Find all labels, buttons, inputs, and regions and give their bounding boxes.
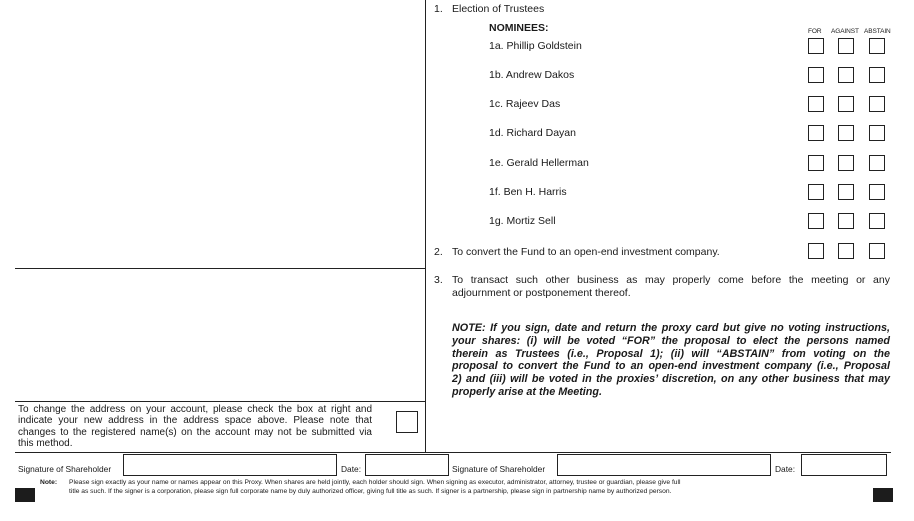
vote-against-checkbox[interactable] — [838, 125, 854, 141]
vote-for-checkbox[interactable] — [808, 155, 824, 171]
voting-note-line: 2) and (iii) will be voted in the proxies’ discretion, on any other business that may — [452, 373, 890, 386]
registration-mark-right — [873, 488, 893, 502]
vote-for-checkbox[interactable] — [808, 243, 824, 259]
address-change-instructions — [18, 404, 372, 450]
vote-against-checkbox[interactable] — [838, 184, 854, 200]
vote-against-checkbox[interactable] — [838, 67, 854, 83]
vote-abstain-checkbox[interactable] — [869, 184, 885, 200]
column-against: AGAINST — [831, 28, 859, 35]
center-divider — [425, 0, 426, 453]
bottom-section-rule — [15, 452, 891, 453]
vote-against-checkbox[interactable] — [838, 243, 854, 259]
nominees-heading: NOMINEES: — [489, 22, 549, 34]
signature-label-1: Signature of Shareholder — [18, 464, 112, 474]
vote-abstain-checkbox[interactable] — [869, 38, 885, 54]
nominee-label: 1a. Phillip Goldstein — [489, 40, 582, 52]
voting-note-line: your shares: (i) will be voted “FOR” the proposal to elect the persons named — [452, 334, 890, 347]
nominee-label: 1c. Rajeev Das — [489, 98, 561, 110]
vote-abstain-checkbox[interactable] — [869, 155, 885, 171]
vote-against-checkbox[interactable] — [838, 96, 854, 112]
nominee-label: 1d. Richard Dayan — [489, 127, 576, 139]
date-field-2[interactable] — [801, 454, 887, 476]
signature-field-1[interactable] — [123, 454, 337, 476]
voting-note — [452, 322, 890, 399]
proposal2-number: 2. — [434, 246, 443, 258]
vote-abstain-checkbox[interactable] — [869, 213, 885, 229]
vote-for-checkbox[interactable] — [808, 125, 824, 141]
nominee-label: 1g. Mortiz Sell — [489, 215, 556, 227]
address-change-line: this method. — [18, 438, 73, 450]
footer-note-label: Note: — [40, 479, 58, 486]
voting-note-line: properly arise at the Meeting. — [452, 385, 602, 398]
vote-for-checkbox[interactable] — [808, 96, 824, 112]
footer-note-line1: Please sign exactly as your name or names appear on this Proxy. When shares are held jointly, each holder should sign. When signing as executor, administrator, attorney, trustee or guardian, please give full — [69, 479, 681, 486]
vote-for-checkbox[interactable] — [808, 213, 824, 229]
vote-for-checkbox[interactable] — [808, 184, 824, 200]
nominee-label: 1f. Ben H. Harris — [489, 186, 567, 198]
vote-against-checkbox[interactable] — [838, 38, 854, 54]
proposal3-line2: adjournment or postponement thereof. — [452, 287, 631, 299]
signature-label-2: Signature of Shareholder — [452, 464, 546, 474]
column-abstain: ABSTAIN — [864, 28, 891, 35]
column-for: FOR — [808, 28, 822, 35]
signature-field-2[interactable] — [557, 454, 771, 476]
nominee-label: 1e. Gerald Hellerman — [489, 157, 589, 169]
vote-abstain-checkbox[interactable] — [869, 243, 885, 259]
date-label-2: Date: — [775, 464, 796, 474]
proposal1-number: 1. — [434, 3, 443, 15]
vote-abstain-checkbox[interactable] — [869, 125, 885, 141]
address-change-line: changes to the registered name(s) on the account may not be submitted via — [18, 426, 372, 438]
address-change-line: indicate your new address in the address space above. Please note that — [18, 415, 372, 427]
proposal3-number: 3. — [434, 274, 443, 286]
vote-against-checkbox[interactable] — [838, 213, 854, 229]
date-label-1: Date: — [341, 464, 362, 474]
date-field-1[interactable] — [365, 454, 449, 476]
registration-mark-left — [15, 488, 35, 502]
vote-for-checkbox[interactable] — [808, 38, 824, 54]
address-area-divider — [15, 268, 425, 269]
vote-abstain-checkbox[interactable] — [869, 67, 885, 83]
voting-note-line: therein as Trustees (i.e., Proposal 1); (ii) will “ABSTAIN” from voting on the — [452, 347, 890, 360]
vote-for-checkbox[interactable] — [808, 67, 824, 83]
vote-against-checkbox[interactable] — [838, 155, 854, 171]
nominee-label: 1b. Andrew Dakos — [489, 69, 575, 81]
voting-note-line: proposal to convert the Fund to an open-end investment company (i.e., Proposal — [452, 360, 890, 373]
footer-note-line2: title as such. If the signer is a corporation, please sign full corporate name by duly authorized officer, giving full title as such. If signer is a partnership, please sign in partnership name by authorized person. — [69, 488, 672, 495]
voting-note-line: NOTE: If you sign, date and return the proxy card but give no voting instructions, — [452, 322, 890, 334]
vote-abstain-checkbox[interactable] — [869, 96, 885, 112]
address-change-checkbox[interactable] — [396, 411, 418, 433]
proposal2-text: To convert the Fund to an open-end investment company. — [452, 246, 720, 258]
address-change-line: To change the address on your account, please check the box at right and — [18, 404, 372, 415]
proposal1-title: Election of Trustees — [452, 3, 545, 15]
address-box-top-rule — [15, 401, 425, 402]
proposal3-line1: To transact such other business as may properly come before the meeting or any — [452, 274, 890, 286]
